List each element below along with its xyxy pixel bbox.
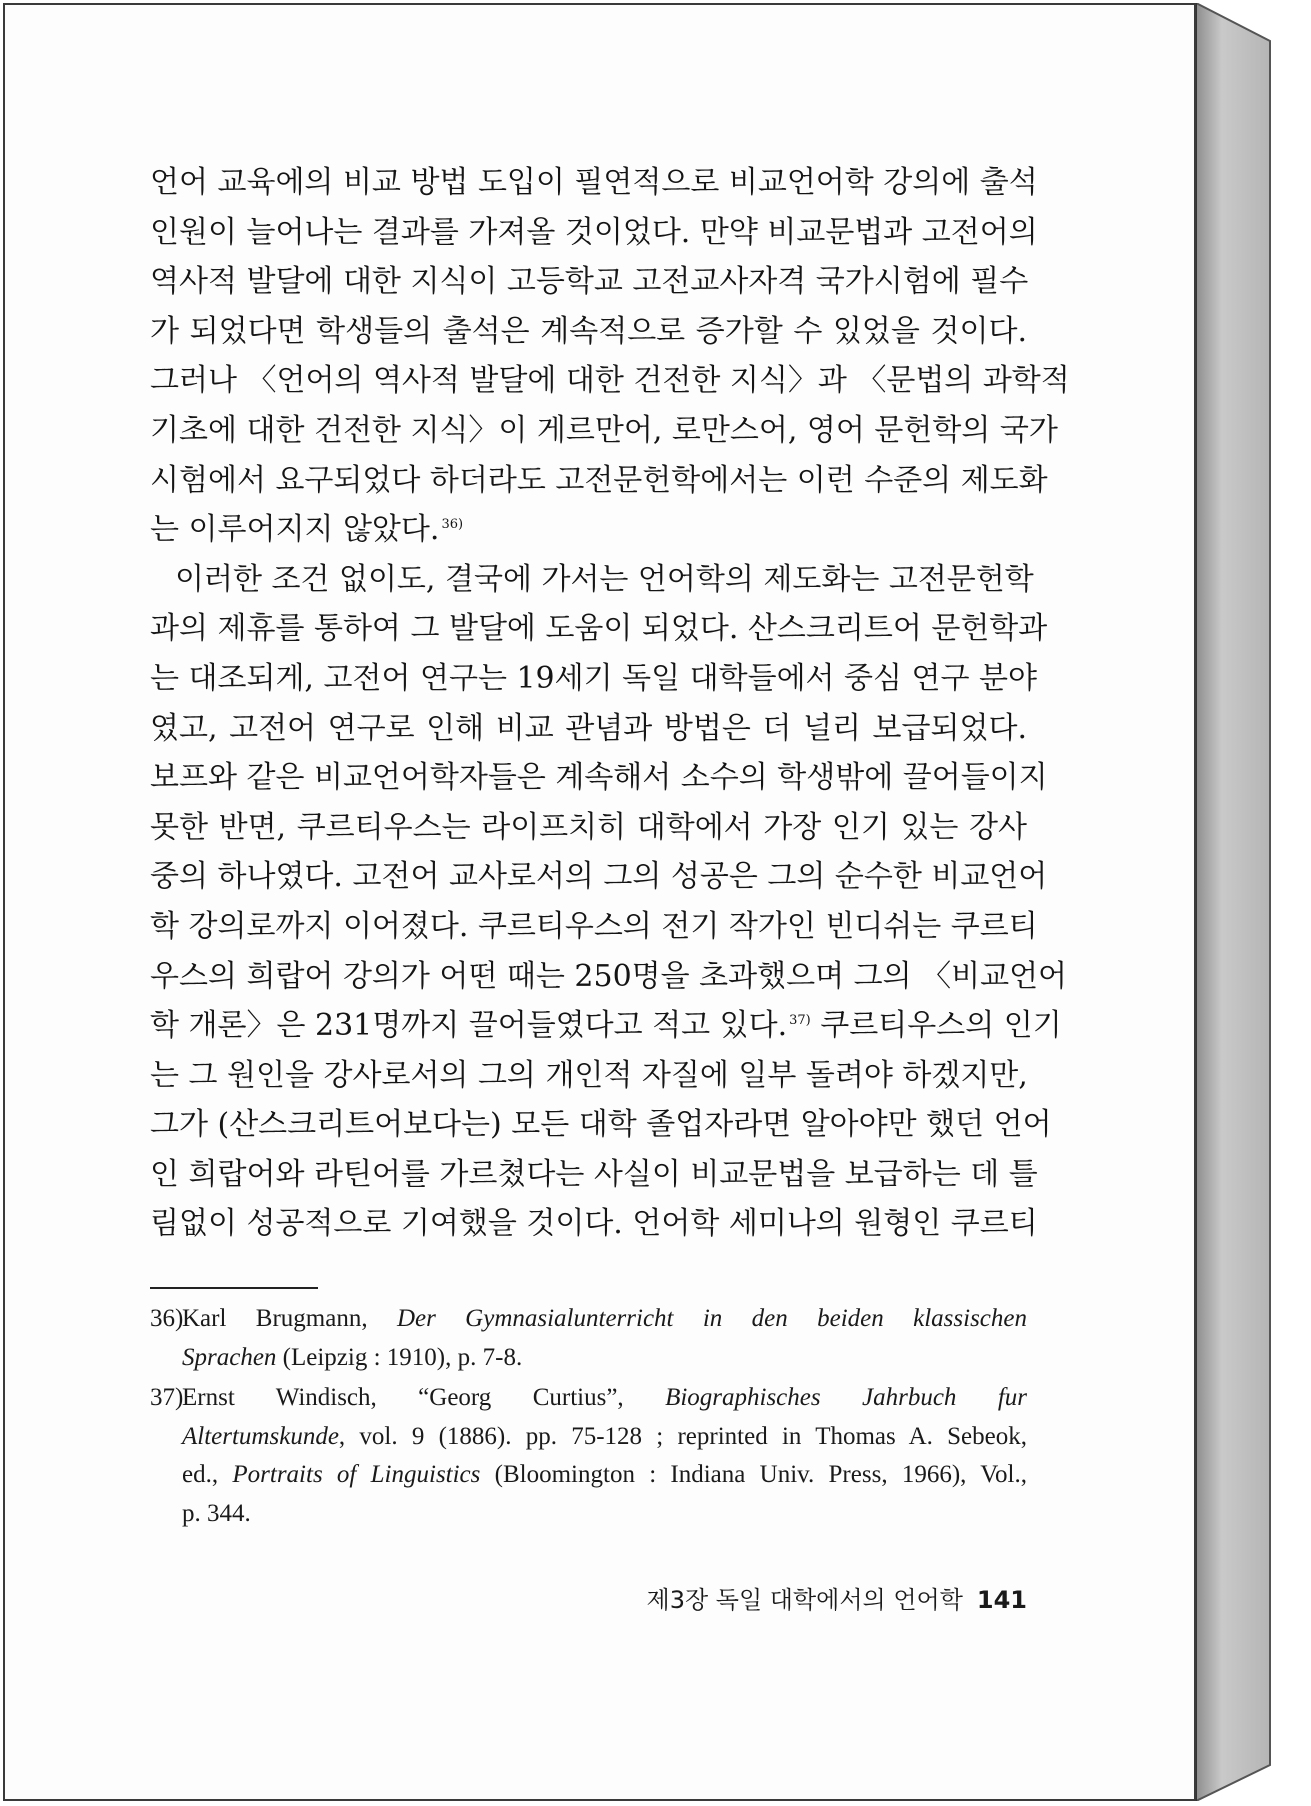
main-text (150, 158, 1070, 1249)
paragraph-2 (150, 555, 1068, 1249)
footnote-author: Ernst Windisch, “Georg Curtius”, (182, 1384, 666, 1411)
footnote-title: Sprachen (182, 1343, 277, 1371)
footnote-number: 37) (150, 1384, 184, 1411)
footnote-line (150, 1418, 1027, 1457)
footnote-line: p. 344. (182, 1499, 251, 1527)
text-line: 언어 교육에의 비교 방법 도입이 필연적으로 비교언어학 강의에 출석 (150, 165, 1038, 200)
text-line: 과의 제휴를 통하여 그 발달에 도움이 되었다. 산스크리트어 문헌학과 (150, 611, 1048, 647)
footnote-title: Portraits of Linguistics (232, 1461, 481, 1488)
chapter-title: 제3장 독일 대학에서의 언어학 (646, 1586, 963, 1614)
page-number: 141 (976, 1586, 1027, 1614)
text-line: 학 강의로까지 이어졌다. 쿠르티우스의 전기 작가인 빈디쉬는 쿠르티 (150, 908, 1038, 944)
text-fragment: 쿠르티우스의 인기 (810, 1008, 1062, 1044)
text-line: 우스의 희랍어 강의가 어떤 때는 250명을 초과했으며 그의 〈비교언어 (150, 958, 1068, 994)
text-line (150, 1001, 1062, 1051)
text-line: 중의 하나였다. 고전어 교사로서의 그의 성공은 그의 순수한 비교언어 (150, 859, 1048, 895)
text-line: 역사적 발달에 대한 지식이 고등학교 고전교사자격 국가시험에 필수 (150, 264, 1029, 300)
text-line: 인 희랍어와 라틴어를 가르쳤다는 사실이 비교문법을 보급하는 데 틀 (150, 1156, 1038, 1192)
text-line: 이러한 조건 없이도, 결국에 가서는 언어학의 제도화는 고전문헌학 (175, 561, 1034, 597)
text-line: 보프와 같은 비교언어학자들은 계속해서 소수의 학생밖에 끌어들이지 (150, 760, 1048, 796)
footnote-ref-37[interactable]: 37) (789, 1013, 811, 1029)
text-line: 시험에서 요구되었다 하더라도 고전문헌학에서는 이런 수준의 제도화 (150, 462, 1048, 498)
footnote-text: (Bloomington : Indiana Univ. Press, 1966), Vol., (480, 1461, 1027, 1488)
page-stack-edge (1196, 3, 1283, 1801)
text-line: 그가 (산스크리트어보다는) 모든 대학 졸업자라면 알아야만 했던 언어 (150, 1107, 1052, 1143)
footnote-36 (150, 1300, 1027, 1377)
running-footer (640, 1580, 1027, 1615)
text-line: 림없이 성공적으로 기여했을 것이다. 언어학 세미나의 원형인 쿠르티 (150, 1206, 1038, 1242)
footnote-text: , vol. 9 (1886). pp. 75-128 ; reprinted in Thomas A. Sebeok, (338, 1422, 1027, 1450)
paragraph-1 (150, 158, 1070, 555)
text-line: 그러나 〈언어의 역사적 발달에 대한 건전한 지식〉과 〈문법의 과학적 (150, 363, 1070, 399)
text-fragment: 학 개론〉은 231명까지 끌어들였다고 적고 있다. (150, 1008, 788, 1044)
text-line: 는 그 원인을 강사로서의 그의 개인적 자질에 일부 돌려야 하겠지만, (150, 1057, 1028, 1093)
footnote-title: Biographisches Jahrbuch fur (665, 1384, 1027, 1411)
footnote-37 (150, 1379, 1027, 1533)
text-line: 인원이 늘어나는 결과를 가져올 것이었다. 만약 비교문법과 고전어의 (150, 214, 1038, 250)
footnote-title: Der Gymnasialunterricht in den beiden klassischen (396, 1305, 1027, 1332)
footnote-text: (Leipzig : 1910), p. 7-8. (276, 1343, 523, 1371)
text-line: 기초에 대한 건전한 지식〉이 게르만어, 로만스어, 영어 문헌학의 국가 (150, 412, 1058, 448)
text-line: 였고, 고전어 연구로 인해 비교 관념과 방법은 더 널리 보급되었다. (150, 710, 1027, 746)
text-line: 가 되었다면 학생들의 출석은 계속적으로 증가할 수 있었을 것이다. (150, 313, 1027, 349)
footnote-line (150, 1379, 1027, 1418)
text-line-last (150, 505, 1027, 555)
footnote-line (150, 1339, 1027, 1378)
footnote-text: ed., (182, 1461, 233, 1488)
footnote-author: Karl Brugmann, (182, 1305, 397, 1332)
footnote-ref-36[interactable]: 36) (441, 517, 464, 533)
footnote-divider (150, 1287, 318, 1289)
footnote-line (150, 1456, 1027, 1495)
text-line: 는 대조되게, 고전어 연구는 19세기 독일 대학들에서 중심 연구 분야 (150, 660, 1038, 696)
text-fragment: 는 이루어지지 않았다. (150, 512, 440, 548)
footnote-number: 36) (150, 1305, 184, 1332)
text-line: 못한 반면, 쿠르티우스는 라이프치히 대학에서 가장 인기 있는 강사 (150, 809, 1027, 845)
footnotes (150, 1300, 1027, 1535)
footnote-title: Altertumskunde (182, 1422, 339, 1450)
footnote-line (150, 1300, 1027, 1339)
